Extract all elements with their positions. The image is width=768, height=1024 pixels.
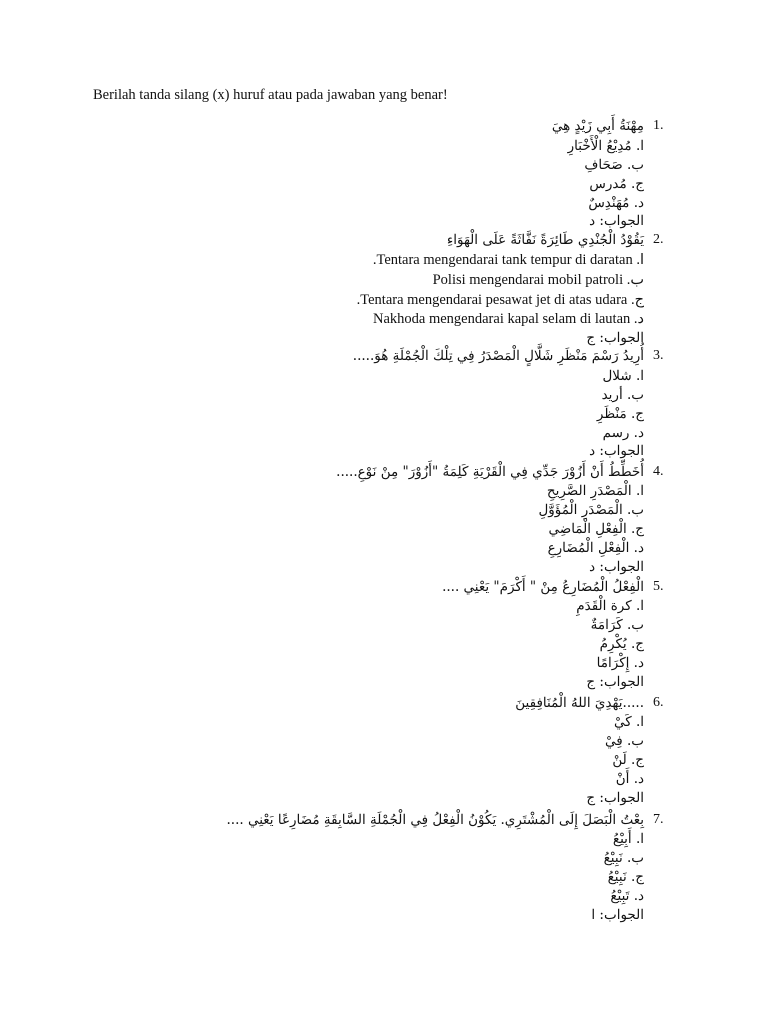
question-1-option-c: ج. مُدرس: [589, 176, 644, 192]
question-7-text: بِعْتُ الْبَصَلَ إِلَى الْمُشْتَرِي. يَكُوْنُ الْفِعْلُ فِي الْجُمْلَةِ السَّابِقَةِ مُضَارِعًا يَعْنِي ....: [226, 812, 644, 828]
question-4-option-d: د. الْفِعْلِ الْمُضَارِعِ: [547, 540, 644, 556]
question-4-number: 4.: [653, 464, 664, 479]
question-1-option-d: د. مُهَنْدِسٌ: [588, 195, 644, 211]
question-3-option-c: ج. مَنْظَرِ: [596, 406, 644, 422]
question-2-option-a: ا. Tentara mengendarai tank tempur di daratan.: [372, 252, 644, 268]
question-3-option-a: ا. شلال: [602, 368, 644, 384]
question-6-option-a: ا. كَيْ: [613, 714, 644, 730]
question-2-option-d: د. Nakhoda mengendarai kapal selam di lautan: [373, 311, 644, 327]
question-6-option-d: د. أَنْ: [615, 771, 644, 787]
instruction-text: Berilah tanda silang (x) huruf atau pada jawaban yang benar!: [93, 87, 448, 103]
question-4-text: أُخَطِّطُ أَنْ أَزُوْرَ جَدِّي فِي الْقَرْيَةِ كَلِمَةُ "أَزُوْرَ" مِنْ نَوْعِ.....: [336, 464, 644, 480]
question-7-option-b: ب. نَبِيْعُ: [603, 850, 644, 866]
question-1-text: مِهْنَةُ أَبِي زَيْدٍ هِيَ: [551, 118, 644, 134]
question-5-option-c: ج. يُكْرِمُ: [599, 636, 644, 652]
question-7-answer: الجواب: ا: [591, 907, 644, 923]
question-3-answer: الجواب: د: [589, 443, 644, 459]
question-5-option-a: ا. كرة الْقَدَمِ: [576, 598, 644, 614]
question-4-answer: الجواب: د: [589, 559, 644, 575]
question-5-answer: الجواب: ج: [586, 674, 644, 690]
question-5-option-b: ب. كَرَامَةٌ: [590, 617, 644, 633]
question-3-text: أُرِيدُ رَسْمَ مَنْظَرِ شَلَّالٍ الْمَصْدَرُ فِي تِلْكَ الْجُمْلَةِ هُوَ.....: [352, 348, 644, 364]
question-1-option-a: ا. مُدِيْعُ الْأَخْبَارِ: [567, 138, 644, 154]
question-3-option-b: ب. أريد: [601, 387, 644, 403]
question-3-number: 3.: [653, 348, 664, 363]
question-6-answer: الجواب: ج: [586, 790, 644, 806]
question-7-option-c: ج. نَبِيْعُ: [607, 869, 644, 885]
question-6-option-b: ب. فِيْ: [605, 733, 644, 749]
question-4-option-b: ب. الْمَصْدَرِ الْمُؤَوَّلِ: [538, 502, 644, 518]
question-2-answer: الجواب: ج: [586, 330, 644, 346]
question-5-text: الْفِعْلُ الْمُضَارِعُ مِنْ " أَكْرَمَ" يَعْنِي ....: [442, 579, 644, 595]
question-5-number: 5.: [653, 579, 664, 594]
question-5-option-d: د. إِكْرَامًا: [596, 655, 644, 671]
question-1-number: 1.: [653, 118, 664, 133]
question-3-option-d: د. رسم: [602, 425, 644, 441]
question-7-option-d: د. تَبِيْعُ: [610, 888, 644, 904]
question-2-text: يَقُوْدُ الْجُنْدِي طَائِرَةً نَفَّاثَةً عَلَى الْهَوَاءِ: [446, 232, 644, 248]
question-1-answer: الجواب: د: [589, 213, 644, 229]
question-2-number: 2.: [653, 232, 664, 247]
question-4-option-c: ج. الْفِعْلِ الْمَاضِي: [548, 521, 644, 537]
question-7-number: 7.: [653, 812, 664, 827]
question-2-option-b: ب. Polisi mengendarai mobil patroli: [432, 272, 644, 288]
question-6-number: 6.: [653, 695, 664, 710]
question-2-option-c: ج. Tentara mengendarai pesawat jet di atas udara.: [356, 292, 644, 308]
question-7-option-a: ا. أَبِيْعُ: [612, 831, 644, 847]
question-4-option-a: ا. الْمَصْدَرِ الصَّرِيحِ: [546, 483, 644, 499]
question-1-option-b: ب. صَحَافِ: [584, 157, 644, 173]
question-6-text: .....يَهْدِيَ اللهُ الْمُنَافِقِينَ: [515, 695, 644, 711]
question-6-option-c: ج. لَنْ: [612, 752, 644, 768]
